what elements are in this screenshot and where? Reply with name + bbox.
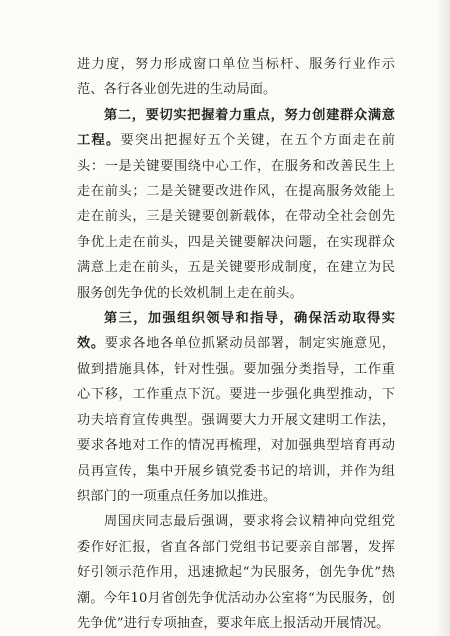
paragraph-2 [77,103,395,306]
paragraph-3 [77,306,395,509]
paragraph-1: 进力度，努力形成窗口单位当标杆、服务行业作示范、各行各业创先进的生动局面。 [77,57,395,98]
paragraph-3-heading: 第三，加强组织领导和指导，确保活动取得实效。 [77,311,395,352]
document-body [77,52,395,636]
paragraph-4: 周国庆同志最后强调，要求将会议精神向党组党委作好汇报，省直各部门党组书记要亲自部署，发挥好引领示范作用，迅速掀起“为民服务，创先争优”热潮。今年10月省创先争优活动办公室将“为民服务，创先争优”进行专项抽查，要求年底上报活动开展情况。 [77,514,395,631]
paragraph-2-heading: 第二，要切实把握着力重点，努力创建群众满意工程。 [77,107,395,149]
paragraph-3-body: 要求各地各单位抓紧动员部署，制定实施意见，做到措施具体，针对性强。要加强分类指导，工作重心下移，工作重点下沉。要进一步强化典型推动，下功夫培育宣传典型。强调要大力开展文建明工作法，要求各地对工作的情况再梳理，对加强典型培育再动员再宣传，集中开展乡镇党委书记的培训，并作为组织部门的一项重点任务加以推进。 [77,336,395,504]
paragraph-2-body: 要突出把握好五个关键，在五个方面走在前头：一是关键要围绕中心工作，在服务和改善民生上走在前头；二是关键要改进作风，在提高服务效能上走在前头，三是关键要创新载体，在带动全社会创先争优上走在前头，四是关键要解决问题，在实现群众满意上走在前头，五是关键要形成制度，在建立为民服务创先争优的长效机制上走在前头。 [77,133,395,301]
scan-edge-shadow [436,0,450,636]
